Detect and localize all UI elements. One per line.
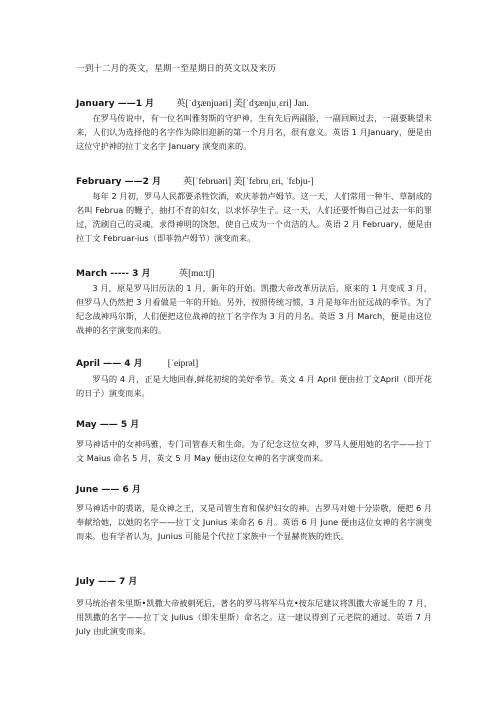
- month-title: February ——2 月: [76, 177, 162, 187]
- document-title: 一到十二月的英文，星期一至星期日的英文以及来历: [76, 64, 276, 74]
- month-title: March ----- 3 月: [76, 269, 151, 279]
- month-title: May —— 5 月: [76, 420, 140, 430]
- pronunciation: 英[mɑːtʃ]: [178, 269, 215, 279]
- section-heading-june: [76, 482, 141, 495]
- section-body-april: 罗马的 4 月，正是大地回春,鲜花初绽的美好季节。英文 4 月 April 便由拉丁文April（即开花的日子）演变而来。: [76, 374, 432, 398]
- section-body-february: 每年 2 月初，罗马人民都要杀牲饮酒，欢庆菲勃卢姆节。这一天，人们常用一种牛、草制成的名叫 Februa 的鞭子，抽打不育的妇女，以求怀孕生子。这一天，人们还要忏悔自己过去一年的罪过，洗刷自己的灵魂，求得神明的饶恕，使自己成为一个贞洁的人。英语 2 月 February，便是由拉丁文 Februar-ius（即菲勃卢姆节）演变而来。: [76, 191, 432, 243]
- month-title: January ——1 月: [76, 99, 155, 109]
- section-heading-february: [76, 173, 314, 187]
- section-heading-january: [76, 95, 309, 109]
- month-title: July —— 7 月: [76, 577, 138, 587]
- month-title: June —— 6 月: [76, 485, 141, 495]
- section-heading-march: [76, 265, 215, 279]
- section-heading-april: [76, 356, 198, 369]
- pronunciation: [ˈeiprəl]: [167, 359, 199, 369]
- section-body-march: 3 月，原是罗马旧历法的 1 月，新年的开始。凯撒大帝改革历法后，原来的 1 月变成 3 月，但罗马人仍然把 3 月看做是一年的开始。另外，按照传统习惯，3 月是每年出征远战的季节。为了纪念战神玛尔斯，人们便把这位战神的拉丁名字作为 3 月的月名。英语 3 月 March，便是由这位战神的名字演变而来的。: [76, 283, 432, 335]
- month-title: April —— 4 月: [76, 359, 143, 369]
- section-heading-july: [76, 574, 137, 587]
- section-heading-may: [76, 417, 139, 430]
- section-body-june: 罗马神话中的裘诺，是众神之王，又是司管生育和保护妇女的神。古罗马对她十分崇敬，便把 6 月奉献给她，以她的名字——拉丁文 Junius 来命名 6 月。英语 6 月 June 便由这位女神的名字演变而来。也有学者认为，Junius 可能是个代拉丁家族中一个显赫贵族的姓氏。: [76, 503, 432, 541]
- section-body-january: 在罗马传说中，有一位名叫雅努斯的守护神，生有先后两副脸，一副回顾过去，一副要眺望未来，人们认为选择他的名字作为除旧迎新的第一个月月名，很有意义。英语 1 月January，便是由这位守护神的拉丁文名字 January 演变而来的。: [76, 113, 432, 151]
- section-body-july: 罗马统治者朱里斯•凯撒大帝被刺死后，著名的罗马将军马克•按东尼建议将凯撒大帝诞生的 7 月，用凯撒的名字——拉丁文 Julius（即朱里斯）命名之。这一建议得到了元老院的通过。英语 7 月 July 由此演变而来。: [76, 598, 432, 636]
- pronunciation: 英[ˈfebruəri] 美[ˈfɛbruˌɛri, ˈfɛbju-]: [183, 177, 314, 187]
- section-body-may: 罗马神话中的女神玛雅，专门司管春天和生命。为了纪念这位女神，罗马人便用她的名字——拉丁文 Maius 命名 5 月，英文 5 月 May 便由这位女神的名字演变而来。: [76, 439, 432, 463]
- pronunciation: 英[ˈdʒænjuəri] 美[ˈdʒænjuˌɛri] Jan.: [176, 99, 309, 109]
